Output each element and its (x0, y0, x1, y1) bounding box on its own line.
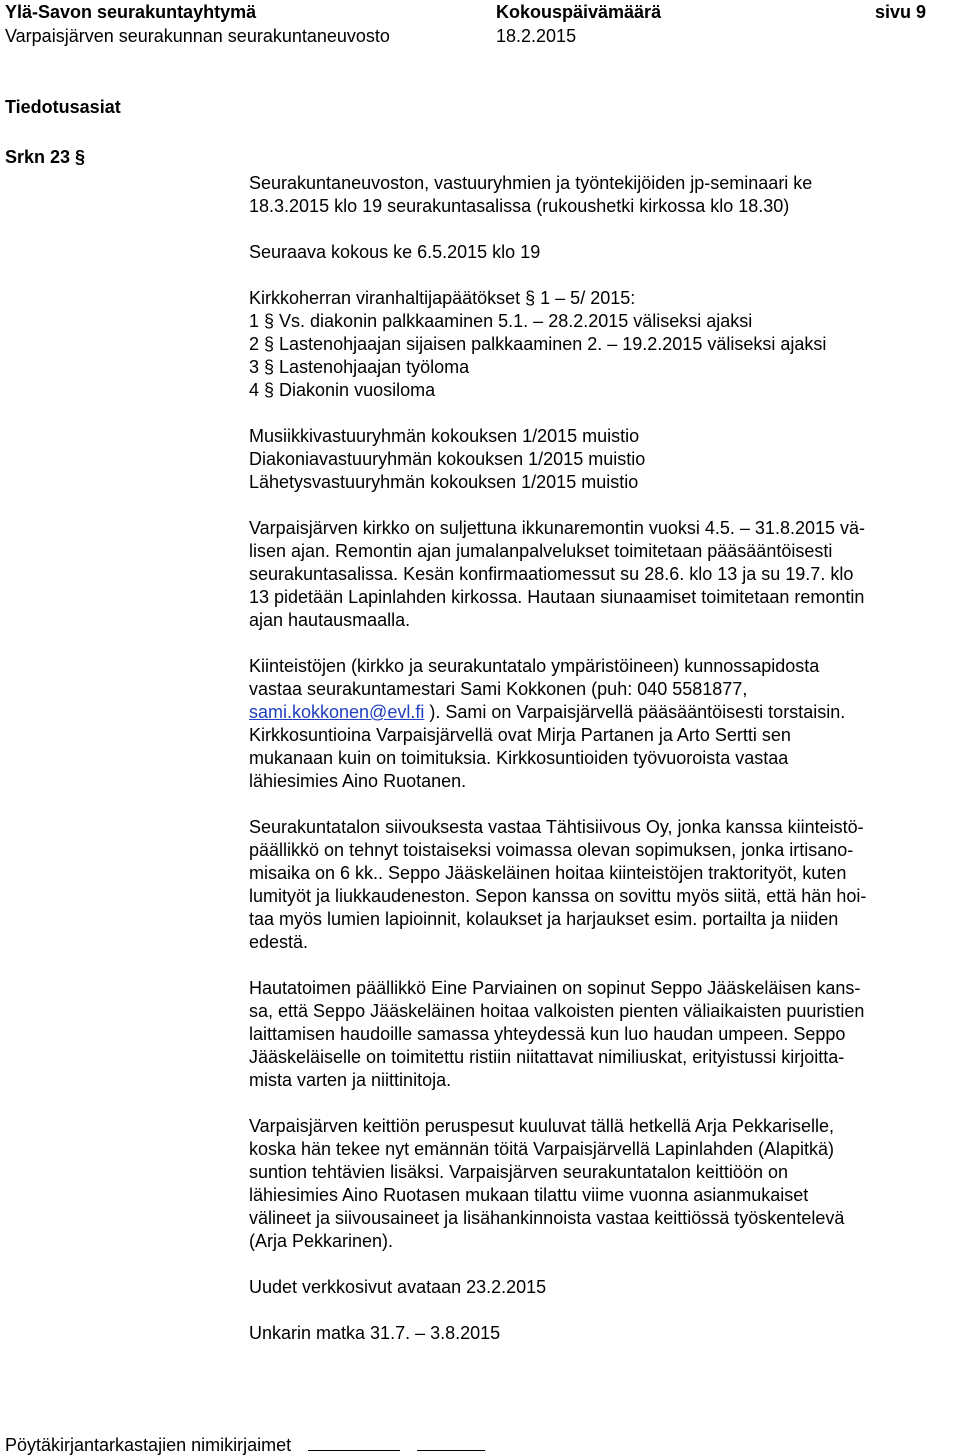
cemetery-line: Jääskeläiselle on toimitettu ristiin niitattavat nimiliuskat, erityistussi kirjoitta- (249, 1047, 845, 1067)
cleaning-line: Seurakuntatalon siivouksesta vastaa Tähtisiivous Oy, jonka kanssa kiinteistö- (249, 817, 864, 837)
cleaning-line: päällikkö on tehnyt toistaiseksi voimassa olevan sopimuksen, jonka irtisano- (249, 840, 854, 860)
sexton-line: Kirkkosuntioina Varpaisjärvellä ovat Mirja Partanen ja Arto Sertti sen (249, 725, 791, 745)
signature-line (417, 1434, 485, 1451)
church-closure-line: seurakuntasalissa. Kesän konfirmaatiomessut su 28.6. klo 13 ja su 19.7. klo (249, 564, 854, 584)
property-line: Kiinteistöjen (kirkko ja seurakuntatalo ympäristöineen) kunnossapidosta (249, 656, 820, 676)
page-number: sivu 9 (875, 2, 927, 22)
memo-item: Diakoniavastuuryhmän kokouksen 1/2015 muistio (249, 449, 646, 469)
kitchen-line: (Arja Pekkarinen). (249, 1231, 394, 1251)
seminar-line-2: 18.3.2015 klo 19 seurakuntasalissa (rukoushetki kirkossa klo 18.30) (249, 196, 790, 216)
cemetery-line: mista varten ja niittinitoja. (249, 1070, 452, 1090)
church-closure-line: Varpaisjärven kirkko on suljettuna ikkunaremontin vuoksi 4.5. – 31.8.2015 vä- (249, 518, 866, 538)
property-line: vastaa seurakuntamestari Sami Kokkonen (puh: 040 5581877, (249, 679, 748, 699)
memo-item: Musiikkivastuuryhmän kokouksen 1/2015 muistio (249, 426, 640, 446)
cemetery-line: sa, että Seppo Jääskeläinen hoitaa valkoisten pienten väliaikaisten puuristien (249, 1001, 865, 1021)
next-meeting: Seuraava kokous ke 6.5.2015 klo 19 (249, 242, 541, 262)
seminar-line-1: Seurakuntaneuvoston, vastuuryhmien ja työntekijöiden jp-seminaari ke (249, 173, 813, 193)
church-closure-line: 13 pidetään Lapinlahden kirkossa. Hautaan siunaamiset toimitetaan remontin (249, 587, 865, 607)
church-closure-line: lisen ajan. Remontin ajan jumalanpalvelukset toimitetaan pääsääntöisesti (249, 541, 833, 561)
meeting-date-label: Kokouspäivämäärä (496, 2, 662, 22)
decisions-title: Kirkkoherran viranhaltijapäätökset § 1 – 5/ 2015: (249, 288, 636, 308)
kitchen-line: Varpaisjärven keittiön peruspesut kuuluvat tällä hetkellä Arja Pekkariselle, (249, 1116, 834, 1136)
cleaning-line: misaika on 6 kk.. Seppo Jääskeläinen hoitaa kiinteistöjen traktorityöt, kuten (249, 863, 847, 883)
cemetery-line: laittamisen haudoille samassa yhteydessä kun luo haudan umpeen. Seppo (249, 1024, 846, 1044)
organization-name: Ylä-Savon seurakuntayhtymä (5, 2, 257, 22)
council-name: Varpaisjärven seurakunnan seurakuntaneuvosto (5, 26, 390, 46)
email-link[interactable]: sami.kokkonen@evl.fi (249, 702, 425, 722)
meeting-date: 18.2.2015 (496, 26, 577, 46)
website-announcement: Uudet verkkosivut avataan 23.2.2015 (249, 1277, 547, 1297)
church-closure-line: ajan hautausmaalla. (249, 610, 411, 630)
decision-item: 2 § Lastenohjaajan sijaisen palkkaaminen 2. – 19.2.2015 väliseksi ajaksi (249, 334, 827, 354)
cleaning-line: edestä. (249, 932, 309, 952)
kitchen-line: välineet ja siivousaineet ja lisähankinnoista vastaa keittiössä työskentelevä (249, 1208, 845, 1228)
section-title: Tiedotusasiat (5, 97, 121, 117)
cleaning-line: lumityöt ja liukkaudeneston. Sepon kanssa on sovittu myös siitä, että hän hoi- (249, 886, 867, 906)
property-line-rest: ). Sami on Varpaisjärvellä pääsääntöisesti torstaisin. (424, 702, 846, 722)
decision-item: 4 § Diakonin vuosiloma (249, 380, 436, 400)
cemetery-line: Hautatoimen päällikkö Eine Parviainen on sopinut Seppo Jääskeläisen kans- (249, 978, 861, 998)
minutes-content (249, 172, 957, 1345)
memo-item: Lähetysvastuuryhmän kokouksen 1/2015 muistio (249, 472, 639, 492)
kitchen-line: lähiesimies Aino Ruotasen mukaan tilattu viime vuonna asianmukaiset (249, 1185, 809, 1205)
decision-item: 1 § Vs. diakonin palkkaaminen 5.1. – 28.2.2015 väliseksi ajaksi (249, 311, 753, 331)
signature-footer (5, 1434, 485, 1456)
property-line (249, 701, 957, 724)
cleaning-line: taa myös lumien lapioinnit, kolaukset ja harjaukset esim. portailta ja niiden (249, 909, 839, 929)
sexton-line: lähiesimies Aino Ruotanen. (249, 771, 467, 791)
sexton-line: mukanaan kuin on toimituksia. Kirkkosuntioiden työvuoroista vastaa (249, 748, 789, 768)
section-reference: Srkn 23 § (5, 147, 86, 167)
kitchen-line: koska hän tekee nyt emännän töitä Varpaisjärvellä Lapinlahden (Alapitkä) (249, 1139, 835, 1159)
trip-announcement: Unkarin matka 31.7. – 3.8.2015 (249, 1323, 501, 1343)
kitchen-line: suntion tehtävien lisäksi. Varpaisjärven seurakuntatalon keittiöön on (249, 1162, 788, 1182)
signatures-label: Pöytäkirjantarkastajien nimikirjaimet (5, 1435, 292, 1455)
signature-line (308, 1434, 400, 1451)
decision-item: 3 § Lastenohjaajan työloma (249, 357, 470, 377)
